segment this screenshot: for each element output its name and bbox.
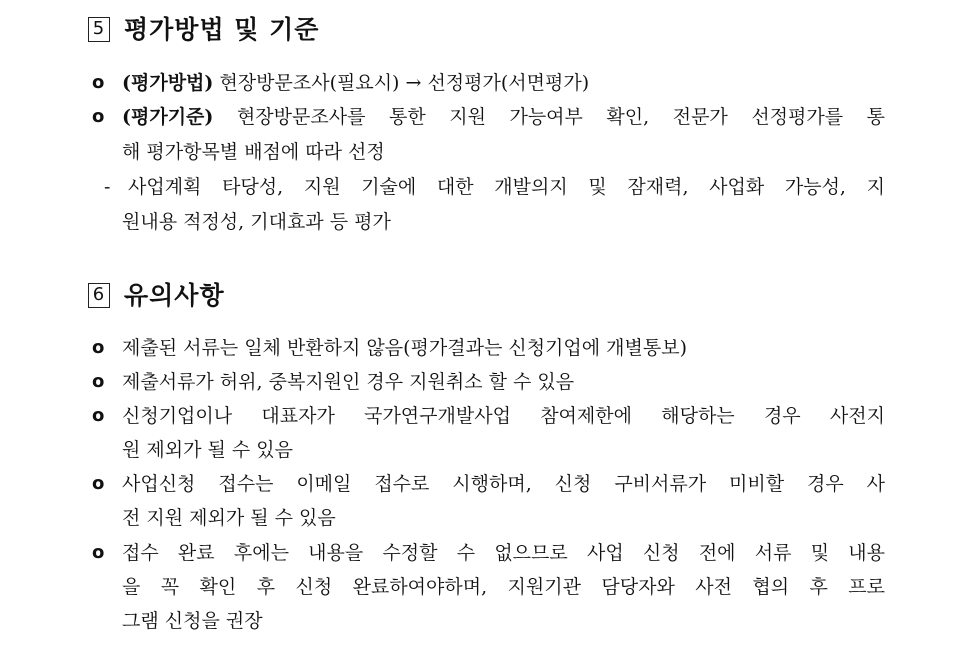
section-6-heading: [88, 276, 225, 312]
section-number-box: 6: [88, 283, 110, 308]
bullet-icon: o: [92, 106, 105, 127]
item-text: 제출서류가 허위, 중복지원인 경우 지원취소 할 수 있음: [122, 371, 575, 393]
item-text: 접수 완료 후에는 내용을 수정할 수 없으므로 사업 신청 전에 서류 및 내용: [122, 542, 885, 564]
bullet-icon: o: [92, 542, 105, 563]
item-keyword: (평가방법): [122, 72, 214, 94]
dash-marker: -: [104, 176, 111, 198]
item-text: 신청기업이나 대표자가 국가연구개발사업 참여제한에 해당하는 경우 사전지: [122, 405, 885, 427]
item-text: 을 꼭 확인 후 신청 완료하여야하며, 지원기관 담당자와 사전 협의 후 프로: [122, 576, 885, 598]
item-text: [122, 71, 885, 95]
item-text: 전 지원 제외가 될 수 있음: [122, 507, 336, 529]
item-text: [122, 105, 885, 129]
item-text: 해 평가항목별 배점에 따라 선정: [122, 141, 385, 163]
item-text: 사업신청 접수는 이메일 접수로 시행하며, 신청 구비서류가 미비할 경우 사: [122, 473, 885, 495]
bullet-icon: o: [92, 337, 105, 358]
item-text: 사업계획 타당성, 지원 기술에 대한 개발의지 및 잠재력, 사업화 가능성, 지: [128, 176, 885, 198]
item-body: 현장방문조사(필요시) → 선정평가(서면평가): [213, 72, 590, 94]
item-text: 제출된 서류는 일체 반환하지 않음(평가결과는 신청기업에 개별통보): [122, 337, 687, 359]
section-title: 평가방법 및 기준: [124, 15, 320, 44]
section-5-heading: [88, 10, 319, 46]
section-title: 유의사항: [124, 281, 225, 310]
item-text: 원내용 적정성, 기대효과 등 평가: [122, 211, 391, 233]
bullet-icon: o: [92, 72, 105, 93]
section-number-box: 5: [88, 17, 110, 42]
item-text: 그램 신청을 권장: [122, 610, 263, 632]
item-keyword: (평가기준): [122, 106, 214, 128]
bullet-icon: o: [92, 371, 105, 392]
bullet-icon: o: [92, 405, 105, 426]
bullet-icon: o: [92, 473, 105, 494]
item-body: 현장방문조사를 통한 지원 가능여부 확인, 전문가 선정평가를 통: [213, 106, 885, 128]
item-text: 원 제외가 될 수 있음: [122, 439, 293, 461]
